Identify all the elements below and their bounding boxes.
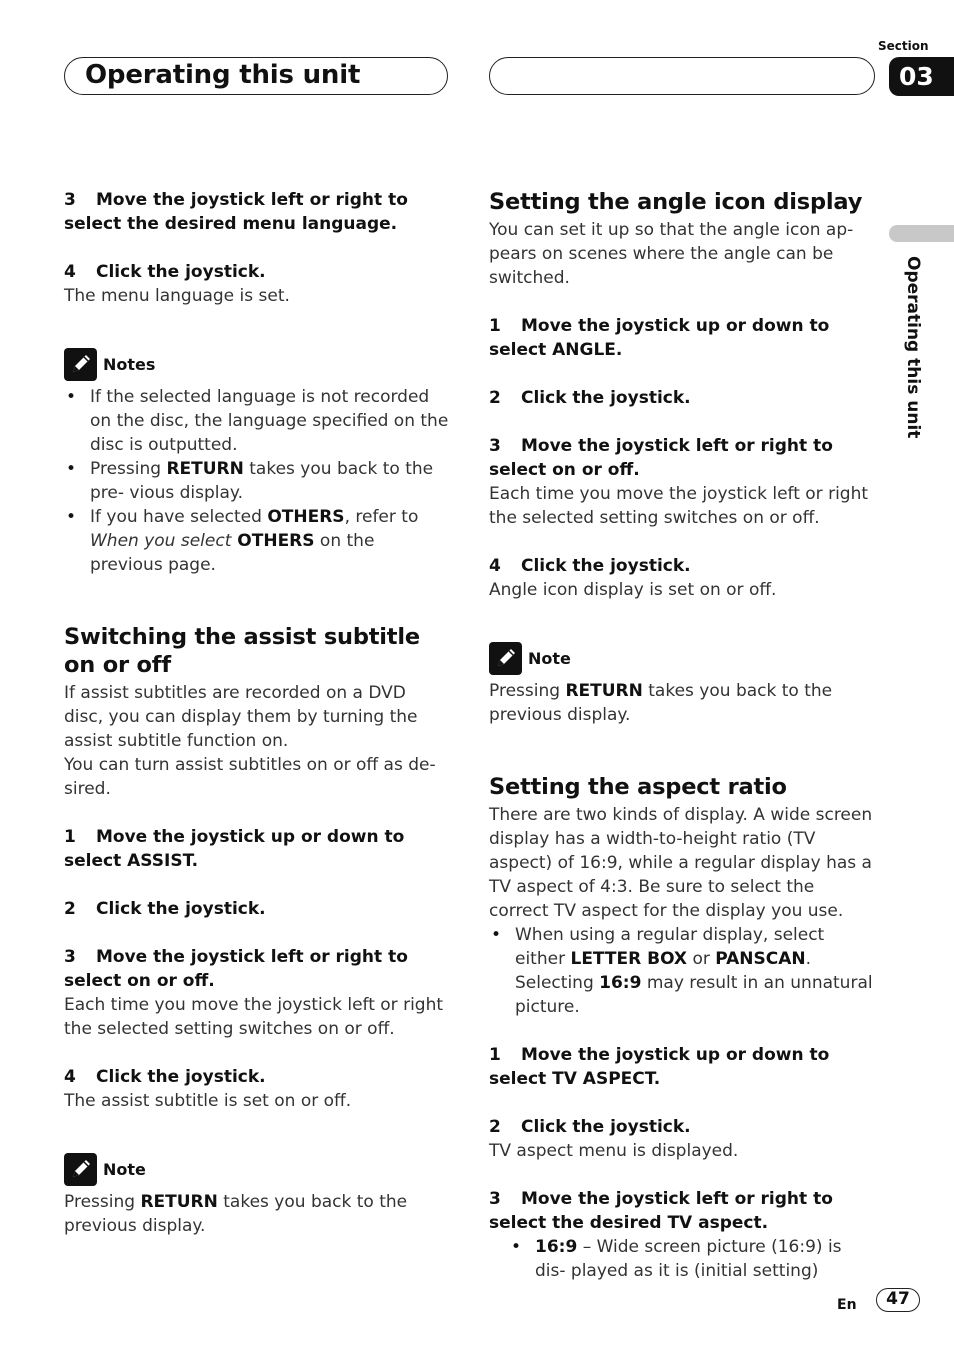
- angle-step-4-result: Angle icon display is set on or off.: [489, 580, 777, 600]
- page-number: 47: [876, 1288, 920, 1312]
- list-item: • If you have selected OTHERS, refer to When you select OTHERS on the previous page.: [64, 505, 449, 577]
- angle-step-4: 4 Click the joystick.: [489, 556, 691, 576]
- list-item: • Pressing RETURN takes you back to the pre- vious display.: [64, 457, 449, 505]
- aspect-step-2: 2 Click the joystick.: [489, 1117, 691, 1137]
- list-item: • If the selected language is not recorded on the disc, the language specified on the disc is outputted.: [64, 385, 449, 457]
- side-tab-marker: [889, 225, 954, 242]
- assist-step-4-result: The assist subtitle is set on or off.: [64, 1091, 352, 1111]
- notes-header: Notes: [64, 348, 449, 381]
- angle-intro: You can set it up so that the angle icon ap- pears on scenes where the angle can be switched.: [489, 220, 854, 288]
- assist-intro: If assist subtitles are recorded on a DVD disc, you can display them by turning the assist subtitle function on.: [64, 683, 418, 751]
- assist-note-header: Note: [64, 1153, 449, 1186]
- assist-step-3-result: Each time you move the joystick left or right the selected setting switches on or off.: [64, 995, 444, 1039]
- angle-step-1: 1 Move the joystick up or down to select ANGLE.: [489, 316, 830, 360]
- list-item: • 16:9 – Wide screen picture (16:9) is dis- played as it is (initial setting): [489, 1235, 874, 1283]
- section-label: Section: [878, 39, 929, 53]
- assist-step-4: 4 Click the joystick.: [64, 1067, 266, 1087]
- list-item: • When using a regular display, select either LETTER BOX or PANSCAN. Selecting 16:9 may result in an unnatural picture.: [489, 923, 874, 1019]
- header-title-box: [64, 57, 448, 95]
- assist-subtitle-heading: Switching the assist subtitle on or off: [64, 624, 420, 678]
- aspect-intro: There are two kinds of display. A wide screen display has a width-to-height ratio (TV aspect) of 16:9, while a regular display has a TV aspect of 4:3. Be sure to select the correct TV aspect for the display you use.: [489, 805, 873, 921]
- header-blank-box: [489, 57, 875, 95]
- assist-step-2: 2 Click the joystick.: [64, 899, 266, 919]
- step-3-menu-language: 3 Move the joystick left or right to select the desired menu language.: [64, 190, 408, 234]
- pencil-note-icon: [64, 348, 97, 381]
- angle-step-3: 3 Move the joystick left or right to select on or off.: [489, 436, 833, 480]
- step-4-result: The menu language is set.: [64, 286, 290, 306]
- pencil-note-icon: [489, 642, 522, 675]
- assist-step-1: 1 Move the joystick up or down to select ASSIST.: [64, 827, 405, 871]
- aspect-options: [489, 1235, 874, 1283]
- language-code: En: [837, 1297, 857, 1313]
- angle-step-2: 2 Click the joystick.: [489, 388, 691, 408]
- aspect-step-3: 3 Move the joystick left or right to select the desired TV aspect.: [489, 1189, 833, 1233]
- angle-note-text: Pressing RETURN takes you back to the previous display.: [489, 681, 833, 725]
- page-title: Operating this unit: [85, 60, 361, 90]
- aspect-bullets: [489, 923, 874, 1019]
- assist-note-text: Pressing RETURN takes you back to the previous display.: [64, 1192, 408, 1236]
- aspect-ratio-heading: Setting the aspect ratio: [489, 774, 787, 800]
- section-number-badge: 03: [889, 57, 954, 96]
- angle-icon-heading: Setting the angle icon display: [489, 189, 863, 215]
- assist-step-3: 3 Move the joystick left or right to select on or off.: [64, 947, 408, 991]
- step-4-click: 4 Click the joystick.: [64, 262, 266, 282]
- left-column: [64, 188, 449, 1238]
- right-column: [489, 188, 874, 1283]
- angle-step-3-result: Each time you move the joystick left or right the selected setting switches on or off.: [489, 484, 869, 528]
- side-section-label: Operating this unit: [903, 256, 923, 439]
- notes-list: [64, 385, 449, 577]
- angle-note-header: Note: [489, 642, 874, 675]
- pencil-note-icon: [64, 1153, 97, 1186]
- aspect-step-2-result: TV aspect menu is displayed.: [489, 1141, 739, 1161]
- aspect-step-1: 1 Move the joystick up or down to select TV ASPECT.: [489, 1045, 830, 1089]
- assist-intro-2: You can turn assist subtitles on or off as de- sired.: [64, 755, 436, 799]
